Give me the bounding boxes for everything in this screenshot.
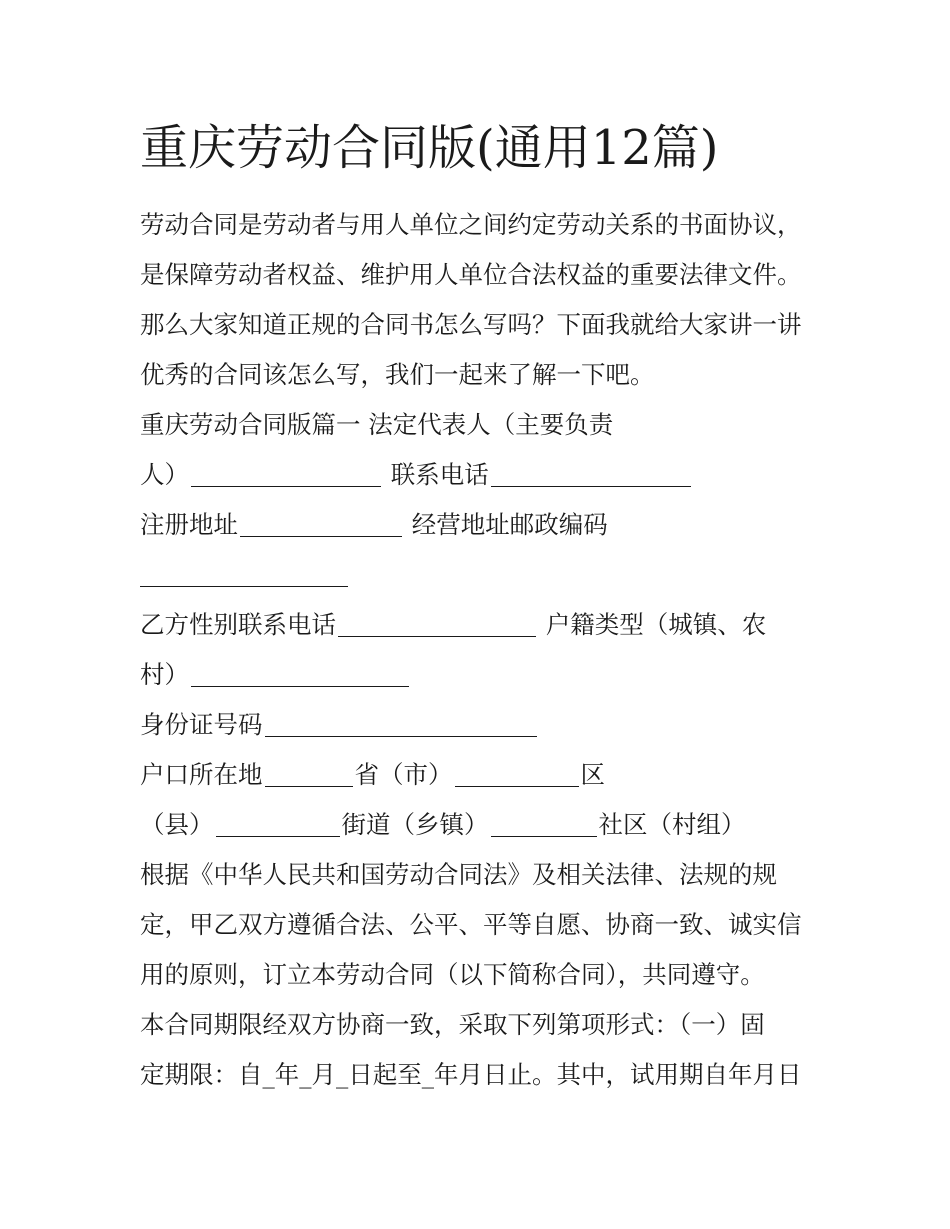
body-line-6: 根据《中华人民共和国劳动合同法》及相关法律、法规的规 [140, 860, 777, 889]
form-label: 注册地址 [140, 510, 238, 539]
fill-blank [265, 714, 537, 737]
form-label: 户籍类型（城镇、农 [538, 610, 767, 639]
fill-blank [240, 514, 402, 537]
fill-blank [140, 564, 348, 587]
fill-blank [191, 464, 381, 487]
form-label: 村） [140, 660, 189, 689]
fill-blank [265, 764, 353, 787]
form-label: 户口所在地 [140, 760, 263, 789]
body-line-2: 是保障劳动者权益、维护用人单位合法权益的重要法律文件。 [140, 260, 802, 289]
document-page [140, 112, 830, 1089]
form-label: 乙方性别联系电话 [140, 610, 336, 639]
fill-blank [216, 814, 340, 837]
form-label: 省（市） [354, 760, 453, 789]
form-label: 社区（村组） [598, 810, 746, 839]
fill-blank [191, 664, 409, 687]
form-label: 身份证号码 [140, 710, 263, 739]
body-line-5: 重庆劳动合同版篇一 法定代表人（主要负责 [140, 410, 614, 439]
form-label: 经营地址邮政编码 [404, 510, 608, 539]
title-text: 重庆劳动合同版(通用12篇) [140, 120, 719, 176]
body-line-3: 那么大家知道正规的合同书怎么写吗？下面我就给大家讲一讲 [140, 310, 802, 339]
form-line-village [140, 650, 830, 700]
fill-blank [455, 764, 579, 787]
form-label: 街道（乡镇） [341, 810, 489, 839]
body-line-1: 劳动合同是劳动者与用人单位之间约定劳动关系的书面协议， [140, 210, 802, 239]
fill-blank [491, 464, 691, 487]
document-title [140, 112, 830, 184]
form-line-legal-rep [140, 450, 830, 500]
form-label: 区 [580, 760, 605, 789]
body-line-9: 本合同期限经双方协商一致，采取下列第项形式：（一）固 [140, 1010, 765, 1039]
form-line-hukou [140, 750, 830, 800]
document-body [140, 200, 830, 1100]
fill-blank [338, 614, 536, 637]
form-label: 联系电话 [383, 460, 489, 489]
body-line-8: 用的原则，订立本劳动合同（以下简称合同），共同遵守。 [140, 960, 765, 989]
form-line-county [140, 800, 830, 850]
body-line-7: 定，甲乙双方遵循合法、公平、平等自愿、协商一致、诚实信 [140, 910, 802, 939]
form-line-party-b [140, 600, 830, 650]
form-label: 人） [140, 460, 189, 489]
form-line-id-number [140, 700, 830, 750]
body-line-4: 优秀的合同该怎么写，我们一起来了解一下吧。 [140, 360, 655, 389]
fill-blank [491, 814, 597, 837]
form-label: （县） [140, 810, 214, 839]
form-line-address [140, 500, 830, 550]
form-line-postcode [140, 550, 830, 600]
body-line-10: 定期限：自_年_月_日起至_年月日止。其中，试用期自年月日 [140, 1060, 802, 1089]
